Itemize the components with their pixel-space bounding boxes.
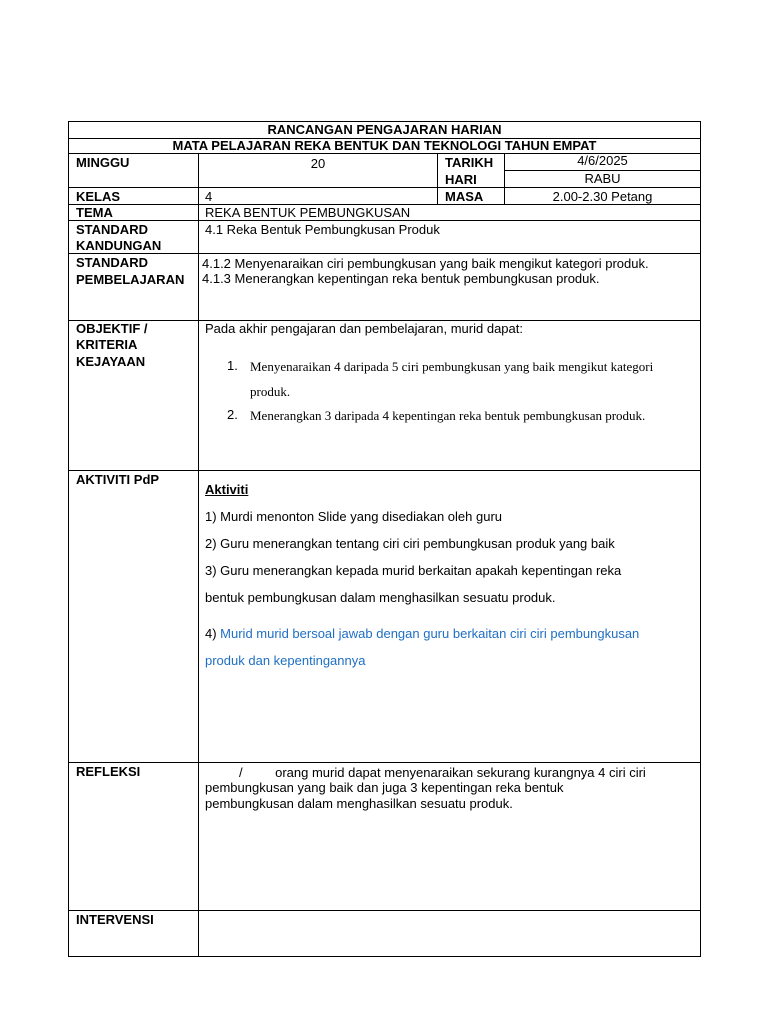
objektif-item-2-number: 2. (227, 407, 238, 422)
aktiviti-step-3-cont: bentuk pembungkusan dalam menghasilkan sesuatu produk. (205, 590, 556, 605)
hari-value: RABU (584, 171, 621, 186)
aktiviti-step-2: 2) Guru menerangkan tentang ciri ciri pembungkusan produk yang baik (205, 536, 615, 551)
aktiviti-step-3: 3) Guru menerangkan kepada murid berkaitan apakah kepentingan reka (205, 563, 622, 578)
aktiviti-step-4-text: Murid murid bersoal jawab dengan guru berkaitan ciri ciri pembungkusan (220, 626, 640, 641)
masa-label: MASA (445, 189, 484, 204)
refleksi-label: REFLEKSI (76, 764, 141, 779)
objektif-intro: Pada akhir pengajaran dan pembelajaran, murid dapat: (205, 321, 523, 336)
sk-label-line-1: STANDARD (76, 222, 148, 237)
border (198, 153, 199, 957)
refleksi-line-2: pembungkusan yang baik dan juga 3 kepentingan reka bentuk (205, 780, 564, 795)
sp-value-1: 4.1.2 Menyenaraikan ciri pembungkusan yang baik mengikut kategori produk. (202, 256, 649, 271)
objektif-label-line-3: KEJAYAAN (76, 354, 146, 369)
border (68, 956, 701, 957)
objektif-label-line-1: OBJEKTIF / (76, 321, 148, 336)
border (68, 220, 701, 221)
border (68, 253, 701, 254)
kelas-value: 4 (205, 189, 213, 204)
aktiviti-step-1: 1) Murdi menonton Slide yang disediakan oleh guru (205, 509, 503, 524)
minggu-label: MINGGU (76, 155, 130, 170)
border (68, 470, 701, 471)
refleksi-line-1: / orang murid dapat menyenaraikan sekurang kurangnya 4 ciri ciri (239, 765, 646, 780)
objektif-item-2-text: Menerangkan 3 daripada 4 kepentingan reka bentuk pembungkusan produk. (250, 408, 646, 423)
objektif-item-1-text: Menyenaraikan 4 daripada 5 ciri pembungkusan yang baik mengikut kategori (250, 359, 654, 374)
tema-value: REKA BENTUK PEMBUNGKUSAN (205, 205, 411, 220)
aktiviti-step-4-cont: produk dan kepentingannya (205, 653, 366, 668)
tarikh-value: 4/6/2025 (577, 153, 628, 168)
tarikh-label: TARIKH (445, 155, 494, 170)
objektif-item-1-text-cont: produk. (250, 384, 291, 399)
kelas-label: KELAS (76, 189, 121, 204)
intervensi-label: INTERVENSI (76, 912, 154, 927)
objektif-label-line-2: KRITERIA (76, 337, 138, 352)
sk-label-line-2: KANDUNGAN (76, 238, 162, 253)
objektif-item-1-number: 1. (227, 358, 238, 373)
aktiviti-heading: Aktiviti (205, 482, 249, 497)
sk-value: 4.1 Reka Bentuk Pembungkusan Produk (205, 222, 440, 237)
aktiviti-step-4-number: 4) (205, 626, 221, 641)
border (68, 910, 701, 911)
refleksi-line-3: pembungkusan dalam menghasilkan sesuatu produk. (205, 796, 513, 811)
document-subtitle: MATA PELAJARAN REKA BENTUK DAN TEKNOLOGI TAHUN EMPAT (172, 138, 597, 153)
tema-label: TEMA (76, 205, 113, 220)
sp-value-2: 4.1.3 Menerangkan kepentingan reka bentuk pembungkusan produk. (202, 271, 600, 286)
border (437, 153, 438, 204)
aktiviti-step-4 (205, 626, 639, 641)
document-title: RANCANGAN PENGAJARAN HARIAN (267, 122, 502, 137)
border (700, 121, 701, 957)
minggu-value: 20 (310, 156, 326, 171)
sp-label-line-2: PEMBELAJARAN (76, 272, 185, 287)
sp-label-line-1: STANDARD (76, 255, 148, 270)
masa-value: 2.00-2.30 Petang (552, 189, 653, 204)
aktiviti-label: AKTIVITI PdP (76, 472, 160, 487)
border (68, 762, 701, 763)
border (68, 121, 69, 957)
hari-label: HARI (445, 172, 477, 187)
border (68, 187, 701, 188)
